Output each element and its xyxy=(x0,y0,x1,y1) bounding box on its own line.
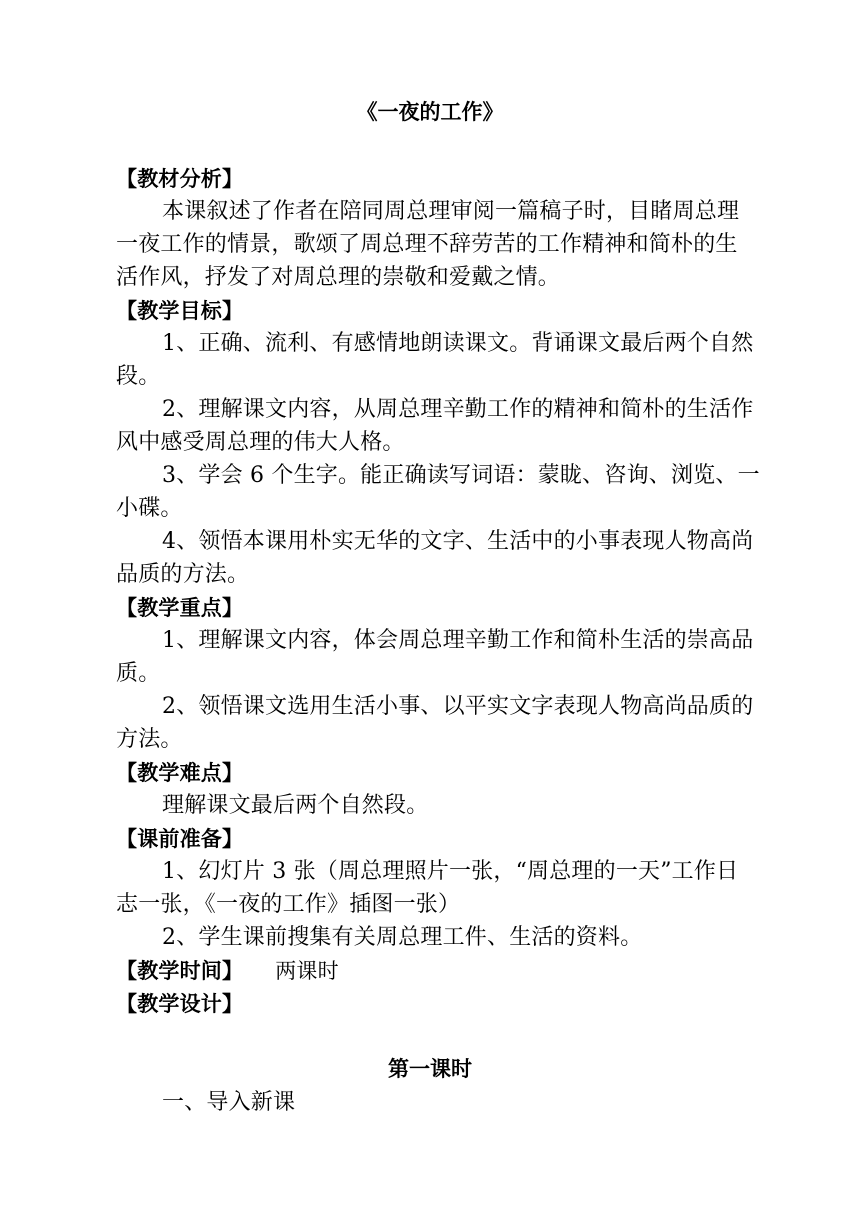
paragraph-line: 4、领悟本课用朴实无华的文字、生活中的小事表现人物高尚 xyxy=(162,529,754,554)
paragraph-line: 一、导入新课 xyxy=(162,1090,296,1115)
paragraph-line: 2、理解课文内容，从周总理辛勤工作的精神和简朴的生活作 xyxy=(162,397,754,422)
paragraph-line: 品质的方法。 xyxy=(116,562,250,587)
teaching-time-value: 两课时 xyxy=(275,959,339,983)
lesson-title: 第一课时 xyxy=(388,1057,472,1081)
section-heading-teaching-goals: 【教学目标】 xyxy=(116,299,244,323)
teaching-time-label: 【教学时间】 xyxy=(116,959,244,983)
paragraph-line: 段。 xyxy=(116,364,161,389)
paragraph-line: 小碟。 xyxy=(116,496,183,521)
paragraph-line: 本课叙述了作者在陪同周总理审阅一篇稿子时，目睹周总理 xyxy=(162,199,740,224)
section-heading-design: 【教学设计】 xyxy=(116,992,244,1016)
paragraph-line: 风中感受周总理的伟大人格。 xyxy=(116,430,405,455)
paragraph-line: 1、幻灯片 3 张（周总理照片一张，“周总理的一天”工作日 xyxy=(162,859,739,884)
paragraph-line: 一夜工作的情景，歌颂了周总理不辞劳苦的工作精神和简朴的生 xyxy=(116,232,738,257)
section-heading-difficulties: 【教学难点】 xyxy=(116,761,244,785)
paragraph-line: 2、学生课前搜集有关周总理工件、生活的资料。 xyxy=(162,925,643,950)
paragraph-line: 2、领悟课文选用生活小事、以平实文字表现人物高尚品质的 xyxy=(162,694,754,719)
paragraph-line: 1、正确、流利、有感情地朗读课文。背诵课文最后两个自然 xyxy=(162,331,754,356)
section-heading-key-points: 【教学重点】 xyxy=(116,596,244,620)
paragraph-line: 志一张，《一夜的工作》插图一张） xyxy=(116,892,461,917)
paragraph-line: 理解课文最后两个自然段。 xyxy=(162,793,429,818)
paragraph-line: 方法。 xyxy=(116,727,183,752)
section-heading-preparation: 【课前准备】 xyxy=(116,827,244,851)
paragraph-line: 质。 xyxy=(116,661,161,686)
paragraph-line: 1、理解课文内容，体会周总理辛勤工作和简朴生活的崇高品 xyxy=(162,628,754,653)
paragraph-line: 3、学会 6 个生字。能正确读写词语：蒙眬、咨询、浏览、一 xyxy=(162,463,760,488)
paragraph-line: 活作风，抒发了对周总理的崇敬和爱戴之情。 xyxy=(116,265,561,290)
section-heading-teaching-time xyxy=(116,955,766,987)
document-title: 《一夜的工作》 xyxy=(356,100,504,124)
section-heading-material-analysis: 【教材分析】 xyxy=(116,167,244,191)
